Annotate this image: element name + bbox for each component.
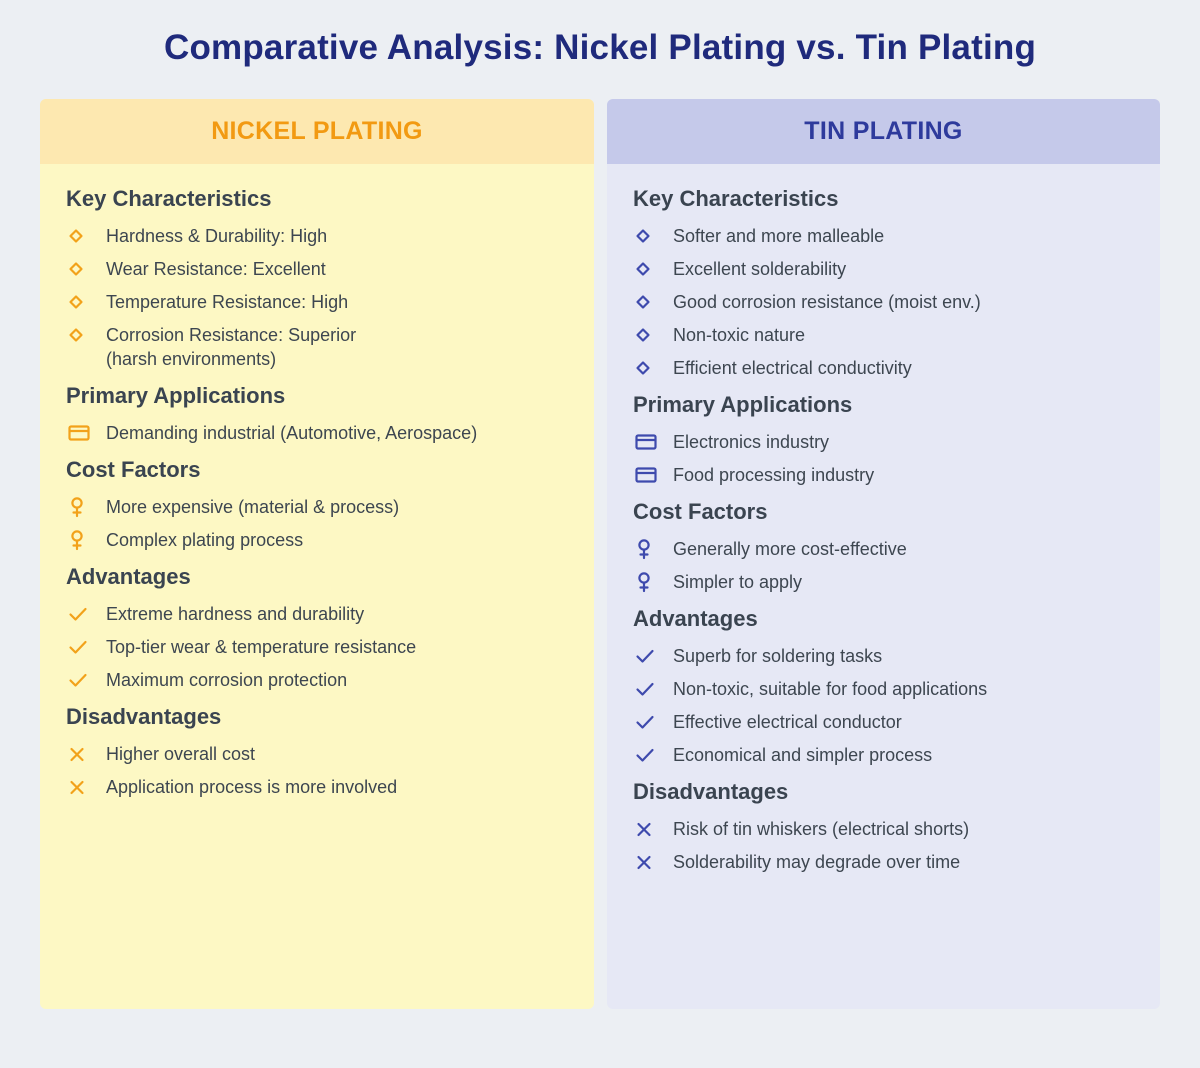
section-title: Disadvantages (66, 704, 222, 729)
x-icon (66, 775, 106, 799)
list-item-text: Solderability may degrade over time (673, 852, 961, 872)
list-item (66, 290, 568, 314)
list-item-text: Non-toxic nature (673, 325, 806, 345)
female-symbol-icon (66, 528, 106, 552)
list-item-text: Electronics industry (673, 432, 830, 452)
list-item (66, 635, 568, 659)
list-item-text: Efficient electrical conductivity (673, 358, 912, 378)
x-icon (633, 817, 673, 841)
nickel-column-body (40, 164, 594, 799)
diamond-icon (633, 224, 673, 248)
list-item-text: Superb for soldering tasks (673, 646, 883, 666)
list-item-text: Excellent solderability (673, 259, 847, 279)
list-item (66, 257, 568, 281)
diamond-icon (66, 290, 106, 314)
diamond-icon (633, 290, 673, 314)
card-icon (633, 430, 673, 454)
list-item (633, 710, 1134, 734)
list-item (633, 463, 1134, 487)
tin-section-cost-factors (633, 499, 1134, 594)
list-item (633, 356, 1134, 380)
nickel-plating-column (40, 99, 594, 1009)
list-item-text: Effective electrical conductor (673, 712, 902, 732)
list-item (633, 537, 1134, 561)
list-item-text: Complex plating process (106, 530, 304, 550)
list-item-text: Demanding industrial (Automotive, Aerospace) (106, 423, 478, 443)
section-title: Cost Factors (633, 499, 768, 524)
section-title: Key Characteristics (633, 186, 839, 211)
list-item (66, 224, 568, 248)
list-item-text: Simpler to apply (673, 572, 803, 592)
list-item-text: Maximum corrosion protection (106, 670, 348, 690)
section-title: Disadvantages (633, 779, 789, 804)
list-item-text: Temperature Resistance: High (106, 292, 349, 312)
tin-section-advantages (633, 606, 1134, 767)
card-icon (66, 421, 106, 445)
tin-section-primary-applications (633, 392, 1134, 487)
x-icon (633, 850, 673, 874)
list-item-text: Higher overall cost (106, 744, 256, 764)
list-item-text: Corrosion Resistance: Superior (harsh environments) (106, 325, 357, 369)
list-item-text: Good corrosion resistance (moist env.) (673, 292, 981, 312)
list-item-text: Economical and simpler process (673, 745, 933, 765)
list-item-text: Top-tier wear & temperature resistance (106, 637, 417, 657)
section-title: Advantages (633, 606, 758, 631)
check-icon (633, 710, 673, 734)
diamond-icon (633, 257, 673, 281)
list-item (66, 323, 568, 371)
list-item-text: Risk of tin whiskers (electrical shorts) (673, 819, 970, 839)
list-item (66, 602, 568, 626)
diamond-icon (66, 224, 106, 248)
list-item (633, 644, 1134, 668)
list-item (633, 850, 1134, 874)
check-icon (66, 635, 106, 659)
list-item (66, 528, 568, 552)
list-item (66, 742, 568, 766)
list-item-text: Wear Resistance: Excellent (106, 259, 326, 279)
nickel-section-primary-applications (66, 383, 568, 445)
female-symbol-icon (633, 537, 673, 561)
diamond-icon (66, 323, 106, 347)
page-title: Comparative Analysis: Nickel Plating vs. Tin Plating (163, 28, 1037, 67)
nickel-section-advantages (66, 564, 568, 692)
list-item (633, 323, 1134, 347)
list-item (633, 257, 1134, 281)
tin-plating-column (607, 99, 1160, 1009)
list-item (633, 570, 1134, 594)
list-item (66, 668, 568, 692)
tin-column-body (607, 164, 1160, 874)
card-icon (633, 463, 673, 487)
list-item (633, 743, 1134, 767)
list-item-text: Generally more cost-effective (673, 539, 907, 559)
section-title: Cost Factors (66, 457, 201, 482)
list-item (633, 224, 1134, 248)
section-title: Primary Applications (633, 392, 853, 417)
nickel-section-cost-factors (66, 457, 568, 552)
diamond-icon (633, 356, 673, 380)
tin-section-key-characteristics (633, 186, 1134, 380)
check-icon (66, 668, 106, 692)
list-item-text: Application process is more involved (106, 777, 398, 797)
diamond-icon (633, 323, 673, 347)
section-title: Key Characteristics (66, 186, 272, 211)
nickel-section-disadvantages (66, 704, 568, 799)
list-item-text: More expensive (material & process) (106, 497, 400, 517)
list-item (633, 677, 1134, 701)
list-item (66, 775, 568, 799)
female-symbol-icon (633, 570, 673, 594)
list-item-text: Non-toxic, suitable for food applications (673, 679, 988, 699)
list-item (633, 290, 1134, 314)
check-icon (66, 602, 106, 626)
check-icon (633, 677, 673, 701)
check-icon (633, 644, 673, 668)
list-item (66, 421, 568, 445)
section-title: Advantages (66, 564, 191, 589)
list-item-text: Food processing industry (673, 465, 875, 485)
list-item-text: Extreme hardness and durability (106, 604, 365, 624)
list-item (633, 817, 1134, 841)
tin-section-disadvantages (633, 779, 1134, 874)
x-icon (66, 742, 106, 766)
female-symbol-icon (66, 495, 106, 519)
list-item (633, 430, 1134, 454)
diamond-icon (66, 257, 106, 281)
nickel-column-header: NICKEL PLATING (40, 99, 594, 164)
section-title: Primary Applications (66, 383, 286, 408)
check-icon (633, 743, 673, 767)
tin-column-header: TIN PLATING (607, 99, 1160, 164)
list-item-text: Softer and more malleable (673, 226, 885, 246)
nickel-section-key-characteristics (66, 186, 568, 371)
list-item-text: Hardness & Durability: High (106, 226, 328, 246)
list-item (66, 495, 568, 519)
